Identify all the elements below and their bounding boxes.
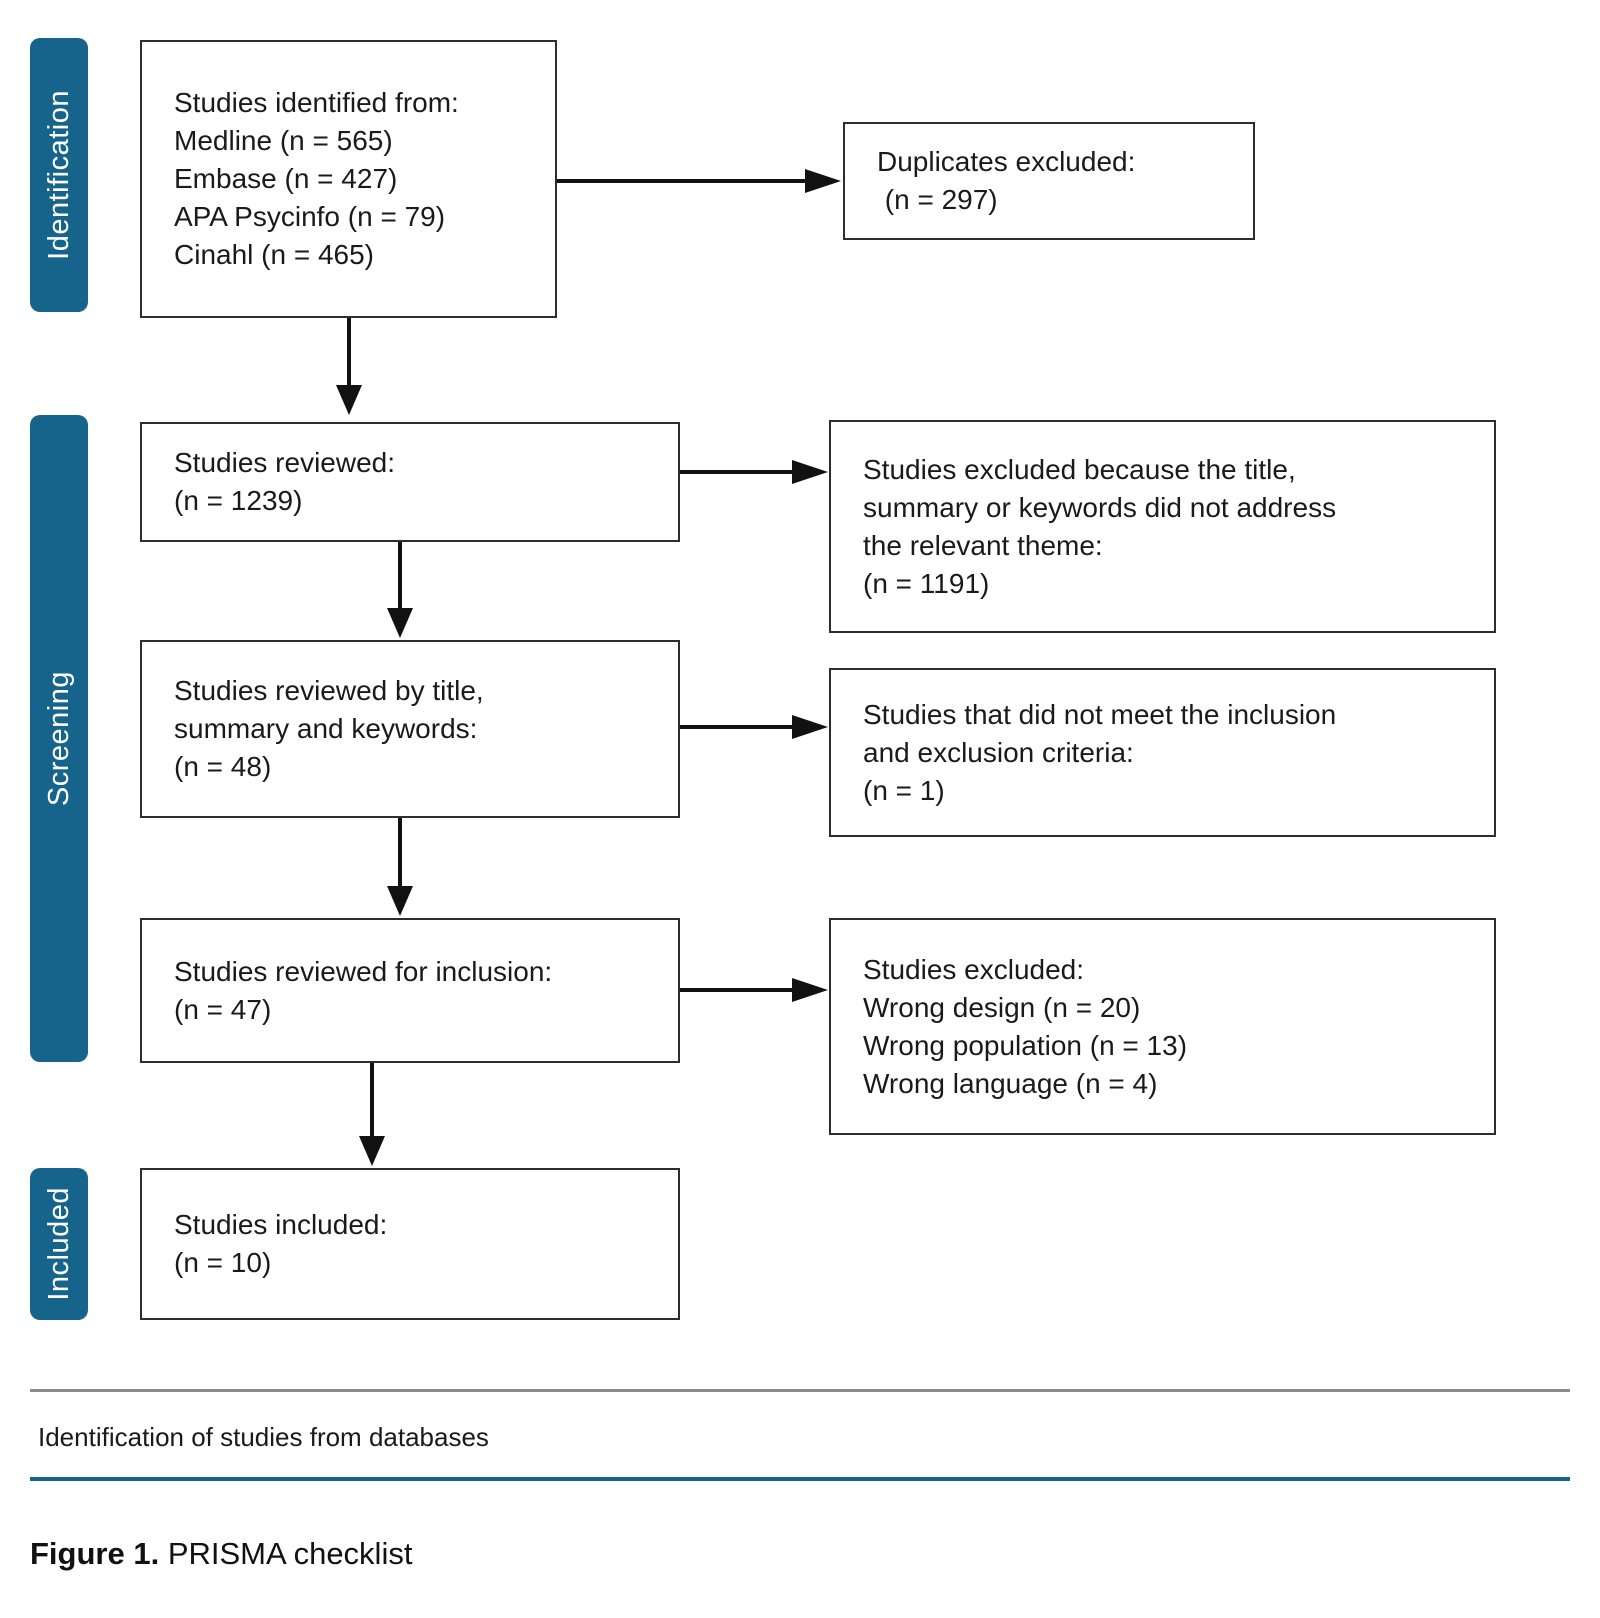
arrowhead-right-icon (792, 460, 828, 484)
arrow-down-reviewed-to-title (398, 542, 402, 608)
box-line: (n = 1) (863, 774, 945, 806)
box-line: (n = 10) (174, 1247, 272, 1278)
arrowhead-right-icon (792, 715, 828, 739)
arrow-right-identified-to-duplicates (557, 179, 805, 183)
box-line: (n = 1239) (174, 485, 303, 516)
box-studies-identified (140, 40, 557, 318)
arrow-right-title-to-criteria (680, 725, 792, 729)
arrow-right-reviewed-to-excluded-theme (680, 470, 792, 474)
box-line: Cinahl (n = 465) (174, 239, 375, 270)
box-did-not-meet-criteria (829, 668, 1496, 837)
stage-label-identification: Identification (42, 90, 75, 260)
figure-caption (30, 1534, 412, 1574)
box-line: (n = 47) (174, 993, 272, 1025)
box-line: Studies reviewed by title, (174, 675, 484, 706)
arrow-down-title-to-inclusion (398, 818, 402, 886)
box-line: Studies excluded: (863, 953, 1085, 985)
box-line: Wrong population (n = 13) (863, 1029, 1188, 1061)
box-line: the relevant theme: (863, 529, 1103, 561)
box-line: and exclusion criteria: (863, 736, 1134, 768)
box-studies-excluded-reasons (829, 918, 1496, 1135)
box-line: Duplicates excluded: (877, 146, 1136, 177)
arrowhead-right-icon (805, 169, 841, 193)
arrow-right-inclusion-to-excluded-reasons (680, 988, 792, 992)
box-studies-included (140, 1168, 680, 1320)
figure-label: Figure 1. (30, 1536, 160, 1571)
box-line: Studies excluded because the title, (863, 453, 1296, 485)
box-line: Studies reviewed: (174, 447, 396, 478)
box-line: Wrong design (n = 20) (863, 991, 1141, 1023)
arrowhead-down-icon (387, 886, 413, 916)
box-line: Medline (n = 565) (174, 125, 393, 156)
box-line: summary or keywords did not address (863, 491, 1337, 523)
stage-bar-identification (30, 38, 88, 312)
arrow-down-identified-to-reviewed (347, 318, 351, 385)
box-duplicates-excluded (843, 122, 1255, 240)
box-line: Studies that did not meet the inclusion (863, 698, 1337, 730)
box-line: Wrong language (n = 4) (863, 1067, 1158, 1099)
box-line: (n = 48) (174, 751, 272, 782)
arrowhead-down-icon (387, 608, 413, 638)
stage-label-screening: Screening (42, 670, 75, 807)
box-excluded-theme (829, 420, 1496, 633)
box-line: Studies reviewed for inclusion: (174, 955, 553, 987)
box-reviewed-for-inclusion (140, 918, 680, 1063)
divider-bottom-accent (30, 1477, 1570, 1481)
arrowhead-down-icon (336, 385, 362, 415)
divider-top (30, 1389, 1570, 1392)
stage-label-included: Included (42, 1187, 75, 1301)
figure-title: PRISMA checklist (159, 1536, 413, 1571)
box-line: summary and keywords: (174, 713, 478, 744)
arrowhead-down-icon (359, 1136, 385, 1166)
box-line: Embase (n = 427) (174, 163, 398, 194)
stage-bar-screening (30, 415, 88, 1062)
box-line: (n = 1191) (863, 567, 990, 599)
table-caption: Identification of studies from databases (38, 1422, 489, 1452)
box-line: (n = 297) (877, 184, 998, 215)
box-line: Studies included: (174, 1209, 388, 1240)
box-line: APA Psycinfo (n = 79) (174, 201, 446, 232)
arrowhead-right-icon (792, 978, 828, 1002)
arrow-down-inclusion-to-included (370, 1063, 374, 1136)
box-reviewed-by-title (140, 640, 680, 818)
stage-bar-included (30, 1168, 88, 1320)
box-line: Studies identified from: (174, 87, 459, 118)
box-studies-reviewed (140, 422, 680, 542)
